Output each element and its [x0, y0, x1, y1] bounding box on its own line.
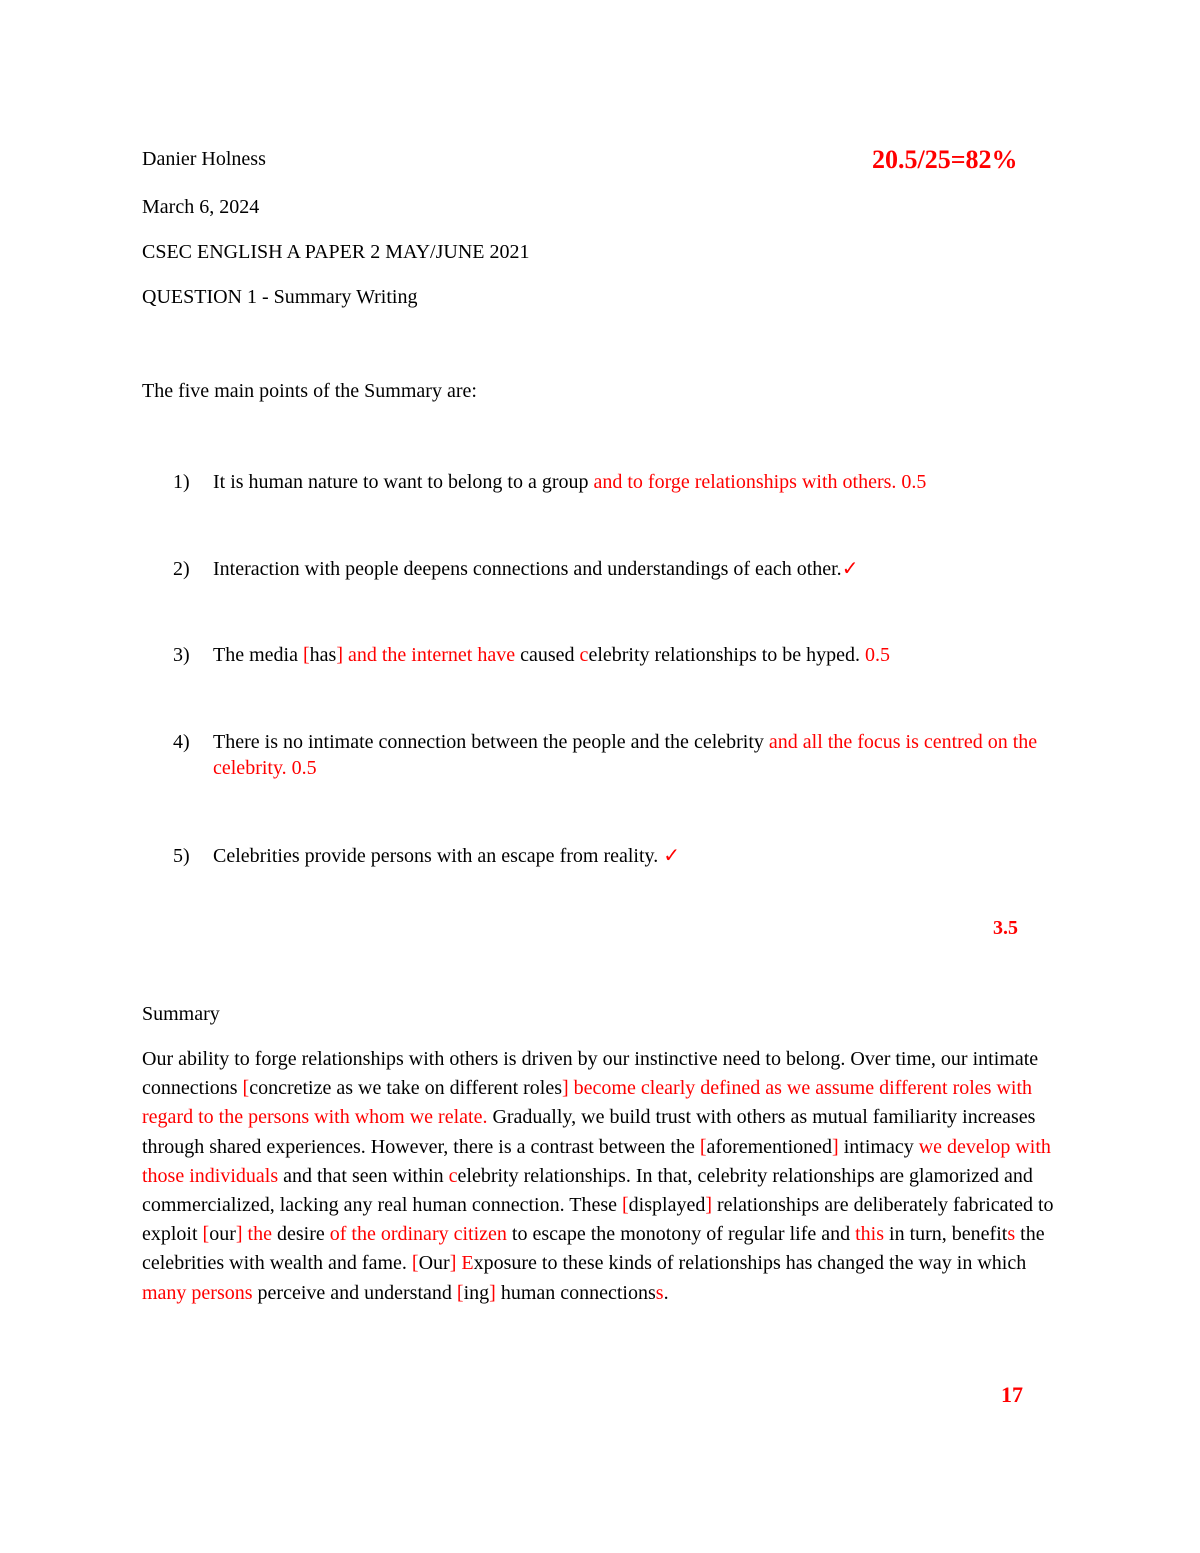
annotation-text: s: [655, 1281, 664, 1304]
point-text: [213, 556, 1073, 582]
annotation-text: ] E: [449, 1252, 474, 1275]
summary-score: 17: [1001, 1382, 1023, 1407]
annotation-text: this: [855, 1223, 885, 1246]
annotation-text: [: [411, 1252, 419, 1275]
annotation-text: ]: [705, 1194, 712, 1217]
text-run: human connections: [495, 1281, 656, 1304]
text-run: Our: [418, 1252, 450, 1275]
text-run: relationships are deliberately fabricated to exploit: [142, 1194, 1054, 1246]
annotation-text: ✓: [663, 845, 680, 867]
text-run: The media: [213, 644, 303, 666]
annotation-text: [: [699, 1135, 707, 1158]
text-run: to escape the monotony of regular life and: [506, 1223, 856, 1246]
summary-heading: Summary: [142, 1003, 220, 1025]
text-run: intimacy: [838, 1135, 919, 1158]
annotation-text: of the ordinary citizen: [329, 1223, 507, 1246]
point-number: 5): [173, 845, 190, 867]
student-name: Danier Holness: [142, 148, 266, 170]
points-score: 3.5: [993, 917, 1018, 939]
text-run: Our ability to forge relationships with others is driven by our instinctive need to belong. Over time, our intimate connections: [142, 1048, 1039, 1100]
annotation-text: s: [1007, 1223, 1016, 1246]
text-run: caused: [515, 644, 580, 666]
point-number: 1): [173, 471, 190, 493]
text-run: and that seen within: [278, 1164, 449, 1187]
annotation-text: ] the: [235, 1223, 272, 1246]
annotation-text: 0.5: [865, 644, 891, 666]
text-run: It is human nature to want to belong to a group: [213, 471, 594, 493]
question-title: QUESTION 1 - Summary Writing: [142, 286, 418, 308]
annotation-text: ]: [832, 1135, 839, 1158]
text-run: ing: [463, 1281, 490, 1304]
point-number: 4): [173, 731, 190, 753]
point-text: [213, 642, 1073, 668]
annotation-text: [: [202, 1223, 210, 1246]
text-run: xposure to these kinds of relationships has changed the way in which: [473, 1252, 1027, 1275]
point-number: 3): [173, 644, 190, 666]
point-text: [213, 729, 1063, 781]
annotation-text: c: [448, 1164, 458, 1187]
date: March 6, 2024: [142, 196, 260, 218]
annotation-text: ]: [489, 1281, 496, 1304]
text-run: displayed: [628, 1194, 706, 1217]
annotation-text: we develop with those individuals: [142, 1135, 1051, 1187]
text-run: has: [309, 644, 337, 666]
text-run: Gradually, we build trust with others as mutual familiarity increases through shared experiences. However, there is a contrast between the: [142, 1106, 1036, 1158]
points-intro: The five main points of the Summary are:: [142, 380, 477, 402]
text-run: in turn, benefit: [884, 1223, 1008, 1246]
text-run: elebrity relationships to be hyped.: [588, 644, 866, 666]
text-run: our: [209, 1223, 236, 1246]
text-run: concretize as we take on different roles: [249, 1077, 563, 1100]
annotation-text: ] become clearly defined as we assume different roles with regard to the persons with whom we relate.: [142, 1077, 1033, 1129]
exam-title: CSEC ENGLISH A PAPER 2 MAY/JUNE 2021: [142, 241, 530, 263]
text-run: aforementioned: [706, 1135, 833, 1158]
annotation-text: many persons: [142, 1281, 253, 1304]
point-text: [213, 469, 1073, 495]
annotation-text: [: [622, 1194, 629, 1217]
text-run: Celebrities provide persons with an escape from reality.: [213, 845, 664, 867]
text-run: .: [663, 1281, 669, 1304]
annotation-text: ] and the internet have: [336, 644, 516, 666]
text-run: Interaction with people deepens connections and understandings of each other.: [213, 558, 842, 580]
overall-grade: 20.5/25=82%: [872, 145, 1018, 174]
text-run: There is no intimate connection between the people and the celebrity: [213, 731, 769, 753]
annotation-text: ✓: [841, 558, 859, 580]
point-text: [213, 843, 1073, 869]
text-run: the celebrities with wealth and fame.: [142, 1223, 1045, 1275]
summary-paragraph: [142, 1045, 1072, 1308]
text-run: elebrity relationships. In that, celebrity relationships are glamorized and commercialized, lacking any real human connection. These: [142, 1164, 1033, 1217]
text-run: perceive and understand: [252, 1281, 457, 1304]
annotation-text: [: [456, 1281, 464, 1304]
annotation-text: [: [302, 644, 310, 666]
annotation-text: [: [242, 1077, 250, 1100]
annotation-text: and all the focus is centred on the celebrity. 0.5: [213, 731, 1038, 779]
annotation-text: c: [579, 644, 589, 666]
text-run: desire: [271, 1223, 330, 1246]
point-number: 2): [173, 558, 190, 580]
annotation-text: and to forge relationships with others. 0.5: [593, 471, 927, 493]
